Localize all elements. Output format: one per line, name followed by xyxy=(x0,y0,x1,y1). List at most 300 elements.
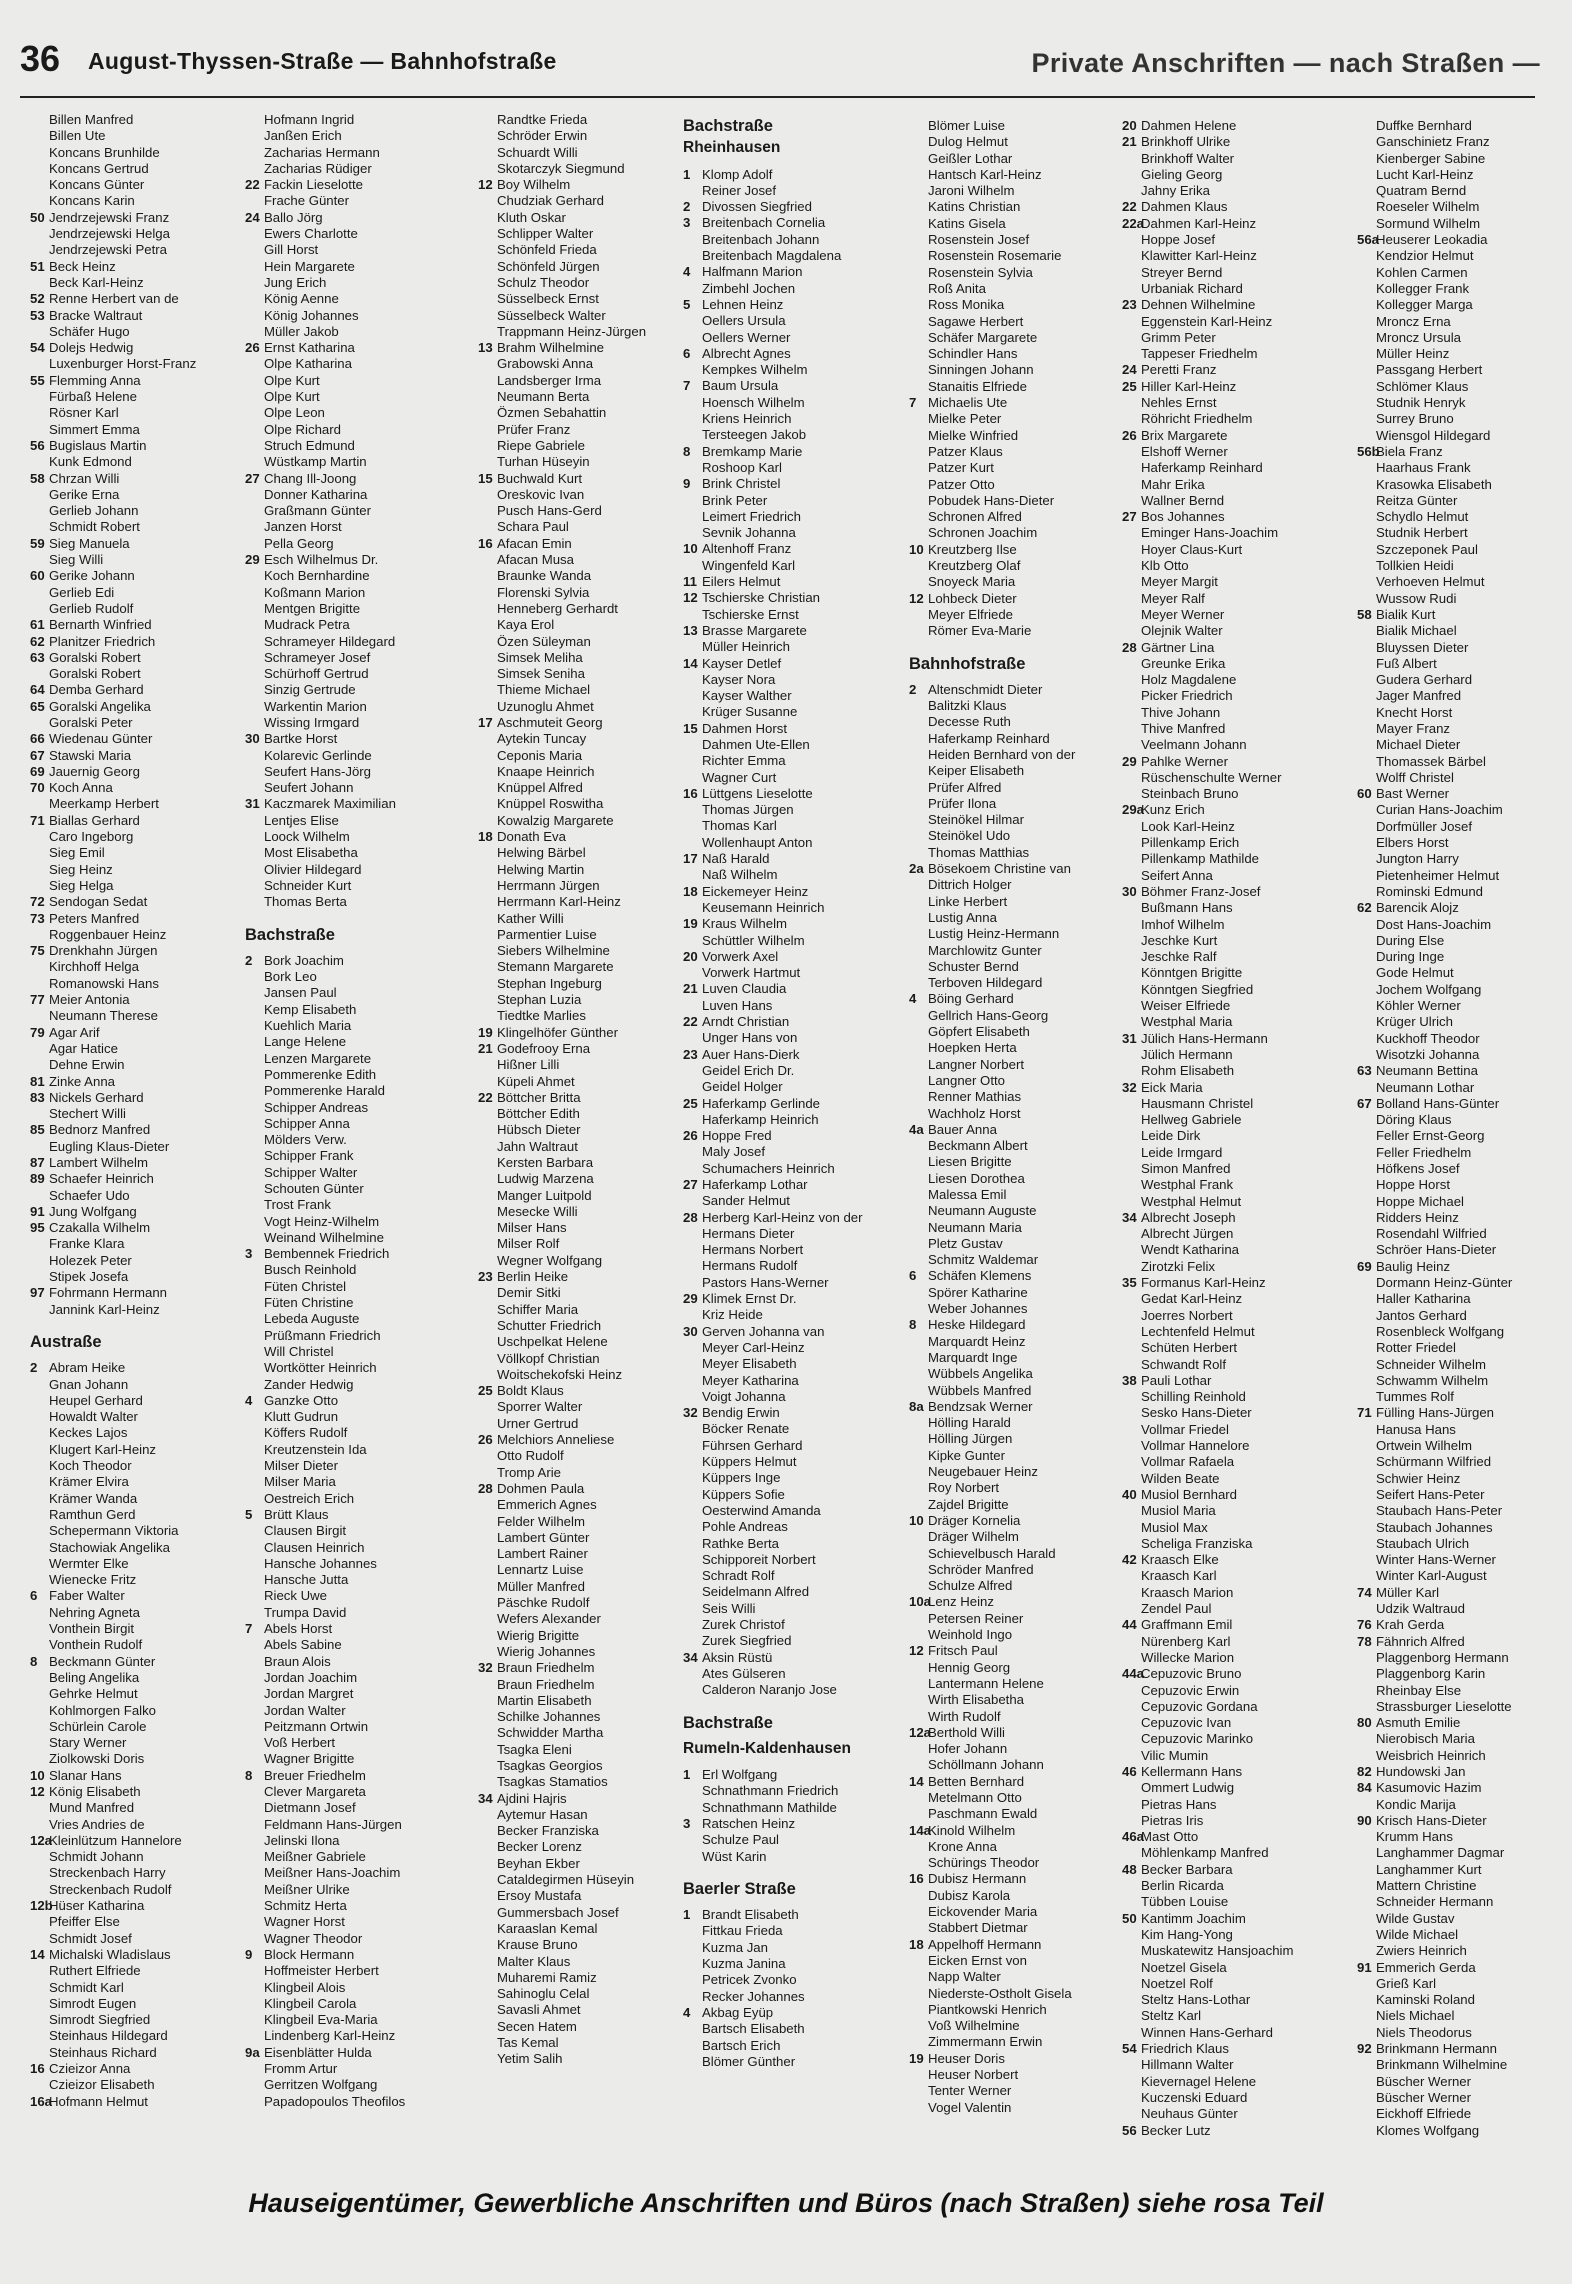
resident-name: Grimm Peter xyxy=(1141,329,1216,345)
house-number: 23 xyxy=(478,1269,493,1285)
resident-entry xyxy=(30,487,242,503)
resident-entry xyxy=(683,1470,895,1486)
resident-name: Michael Dieter xyxy=(1376,737,1461,753)
resident-entry xyxy=(30,1122,242,1138)
resident-entry xyxy=(245,985,457,1001)
resident-name: Döring Klaus xyxy=(1376,1112,1452,1128)
resident-name: Kempkes Wilhelm xyxy=(702,362,808,378)
resident-entry xyxy=(1122,1829,1334,1845)
resident-name: Picker Friedrich xyxy=(1141,688,1233,704)
resident-name: Abels Sabine xyxy=(264,1637,342,1653)
resident-name: Sander Helmut xyxy=(702,1193,790,1209)
resident-name: Hennig Georg xyxy=(928,1659,1011,1675)
house-number: 21 xyxy=(1122,134,1137,150)
resident-name: Koncans Karin xyxy=(49,193,135,209)
resident-name: Olpe Richard xyxy=(264,421,341,437)
resident-name: Meißner Ulrike xyxy=(264,1881,350,1897)
resident-name: Musiol Maria xyxy=(1141,1503,1216,1519)
resident-entry xyxy=(478,1937,690,1953)
house-number: 10 xyxy=(909,1512,924,1528)
house-number: 58 xyxy=(30,470,45,486)
resident-entry xyxy=(683,1519,895,1535)
resident-entry xyxy=(909,1317,1121,1333)
resident-entry xyxy=(909,975,1121,991)
resident-name: Reiner Josef xyxy=(702,182,777,198)
resident-entry xyxy=(30,992,242,1008)
resident-entry xyxy=(245,1996,457,2012)
resident-name: Steinbach Bruno xyxy=(1141,786,1239,802)
resident-entry xyxy=(30,177,242,193)
house-number: 22a xyxy=(1122,215,1145,231)
resident-entry xyxy=(1357,265,1569,281)
resident-name: Pella Georg xyxy=(264,535,334,551)
resident-entry xyxy=(909,1660,1121,1676)
resident-entry xyxy=(478,389,690,405)
resident-entry xyxy=(1122,1259,1334,1275)
resident-entry xyxy=(1357,167,1569,183)
resident-entry xyxy=(478,1905,690,1921)
resident-entry xyxy=(245,226,457,242)
resident-entry xyxy=(1122,705,1334,721)
resident-entry xyxy=(245,1344,457,1360)
resident-name: Pietras Iris xyxy=(1141,1812,1204,1828)
footer-note: Hauseigentümer, Gewerbliche Anschriften und Büros (nach Straßen) siehe rosa Teil xyxy=(248,2188,1324,2218)
resident-name: Rominski Edmund xyxy=(1376,883,1484,899)
resident-entry xyxy=(478,1546,690,1562)
resident-name: König Aenne xyxy=(264,291,339,307)
resident-name: Braun Friedhelm xyxy=(497,1660,595,1676)
resident-entry xyxy=(909,910,1121,926)
resident-entry xyxy=(1122,314,1334,330)
street-heading: Bachstraße xyxy=(245,925,335,944)
resident-name: Kersten Barbara xyxy=(497,1155,594,1170)
resident-entry xyxy=(30,1637,242,1653)
resident-entry xyxy=(478,1595,690,1611)
resident-name: Tersteegen Jakob xyxy=(702,427,807,443)
resident-name: Turhan Hüseyin xyxy=(497,454,590,470)
resident-name: Özmen Sebahattin xyxy=(497,405,607,421)
resident-entry xyxy=(478,1791,690,1807)
resident-entry xyxy=(30,1735,242,1751)
house-number: 4 xyxy=(683,2004,691,2020)
resident-entry xyxy=(1122,868,1334,884)
house-number: 54 xyxy=(30,340,45,356)
resident-name: Dräger Wilhelm xyxy=(928,1529,1019,1545)
resident-name: Breuer Friedhelm xyxy=(264,1767,366,1783)
resident-entry xyxy=(1122,607,1334,623)
resident-entry xyxy=(478,503,690,519)
resident-entry xyxy=(30,2028,242,2044)
resident-entry xyxy=(245,1768,457,1784)
resident-name: Metelmann Otto xyxy=(928,1789,1022,1805)
resident-entry xyxy=(1357,1699,1569,1715)
house-number: 18 xyxy=(909,1936,924,1952)
resident-entry xyxy=(245,1181,457,1197)
resident-name: Bußmann Hans xyxy=(1141,900,1233,916)
resident-entry xyxy=(683,346,895,362)
house-number: 8a xyxy=(909,1398,924,1414)
resident-name: Eminger Hans-Joachim xyxy=(1141,525,1279,541)
resident-entry xyxy=(245,1067,457,1083)
resident-name: Neumann Therese xyxy=(49,1008,158,1024)
resident-name: Büscher Werner xyxy=(1376,2089,1472,2105)
resident-entry xyxy=(478,927,690,943)
resident-entry xyxy=(683,1666,895,1682)
resident-name: Schipporeit Norbert xyxy=(702,1551,816,1567)
resident-entry xyxy=(245,1018,457,1034)
resident-entry xyxy=(1357,1259,1569,1275)
resident-entry xyxy=(683,1816,895,1832)
resident-entry xyxy=(478,1954,690,1970)
resident-name: Erl Wolfgang xyxy=(702,1767,778,1783)
resident-name: Wachholz Horst xyxy=(928,1105,1021,1121)
resident-name: Schouten Günter xyxy=(264,1181,364,1196)
resident-name: Füten Christel xyxy=(264,1278,347,1294)
resident-entry xyxy=(909,1220,1121,1236)
resident-entry xyxy=(30,519,242,535)
resident-name: Schäfer Margarete xyxy=(928,329,1038,345)
resident-entry xyxy=(245,2077,457,2093)
resident-entry xyxy=(683,1047,895,1063)
resident-entry xyxy=(30,1057,242,1073)
resident-name: Winter Karl-August xyxy=(1376,1568,1487,1584)
resident-entry xyxy=(478,1481,690,1497)
resident-entry xyxy=(683,1767,895,1783)
resident-entry xyxy=(478,226,690,242)
resident-entry xyxy=(1357,1845,1569,1861)
resident-entry xyxy=(909,1464,1121,1480)
resident-name: Hofmann Helmut xyxy=(49,2093,148,2109)
resident-entry xyxy=(30,1155,242,1171)
resident-name: Streyer Bernd xyxy=(1141,264,1223,280)
resident-entry xyxy=(1122,216,1334,232)
resident-entry xyxy=(1122,1797,1334,1813)
resident-entry xyxy=(1357,1194,1569,1210)
resident-name: Kayser Detlef xyxy=(702,655,782,671)
resident-name: Uschpelkat Helene xyxy=(497,1334,608,1350)
resident-name: Krämer Wanda xyxy=(49,1490,138,1506)
resident-entry xyxy=(683,1128,895,1144)
resident-name: Appelhoff Hermann xyxy=(928,1936,1042,1952)
resident-name: Nickels Gerhard xyxy=(49,1089,144,1105)
resident-name: Süsselbeck Walter xyxy=(497,307,606,323)
resident-name: Kuzma Jan xyxy=(702,1939,768,1955)
resident-entry xyxy=(245,1865,457,1881)
resident-name: Haferkamp Reinhard xyxy=(1141,460,1263,476)
resident-entry xyxy=(245,2045,457,2061)
house-number: 54 xyxy=(1122,2041,1137,2057)
resident-name: Zurek Siegfried xyxy=(702,1633,792,1649)
resident-entry xyxy=(478,2035,690,2051)
page-header xyxy=(20,38,1540,88)
resident-name: Randtke Frieda xyxy=(497,112,588,127)
resident-name: Heuser Norbert xyxy=(928,2067,1019,2083)
resident-entry xyxy=(1122,1405,1334,1421)
resident-entry xyxy=(1357,1862,1569,1878)
resident-name: Berlin Ricarda xyxy=(1141,1878,1224,1894)
resident-name: Cepuzovic Erwin xyxy=(1141,1682,1240,1698)
resident-entry xyxy=(909,297,1121,313)
resident-entry xyxy=(683,476,895,492)
resident-name: Stary Werner xyxy=(49,1735,127,1751)
resident-name: Wüstkamp Martin xyxy=(264,454,367,470)
resident-name: Kreutzenstein Ida xyxy=(264,1441,367,1457)
resident-name: Süsselbeck Ernst xyxy=(497,291,599,307)
resident-name: Winter Hans-Werner xyxy=(1376,1552,1496,1568)
resident-entry xyxy=(245,1458,457,1474)
resident-name: Bartke Horst xyxy=(264,731,338,747)
resident-entry xyxy=(478,1220,690,1236)
resident-name: Landsberger Irma xyxy=(497,372,602,388)
resident-name: Klimek Ernst Dr. xyxy=(702,1291,797,1307)
resident-entry xyxy=(1122,835,1334,851)
resident-entry xyxy=(1122,1112,1334,1128)
resident-entry xyxy=(245,1295,457,1311)
resident-name: Kollegger Marga xyxy=(1376,297,1473,313)
resident-entry xyxy=(683,199,895,215)
directory-column xyxy=(1122,118,1334,2139)
resident-name: Pillenkamp Erich xyxy=(1141,835,1240,851)
resident-name: Sendogan Sedat xyxy=(49,894,148,910)
resident-entry xyxy=(1357,1063,1569,1079)
resident-name: Staubach Ulrich xyxy=(1376,1535,1470,1551)
resident-name: Patzer Kurt xyxy=(928,460,994,476)
resident-name: Mölders Verw. xyxy=(264,1132,347,1148)
house-number: 31 xyxy=(245,796,260,812)
house-number: 24 xyxy=(245,209,260,225)
resident-name: Olpe Kurt xyxy=(264,372,320,388)
resident-entry xyxy=(909,1757,1121,1773)
resident-entry xyxy=(245,568,457,584)
resident-entry xyxy=(30,1269,242,1285)
resident-entry xyxy=(1357,2074,1569,2090)
resident-entry xyxy=(478,1872,690,1888)
resident-entry xyxy=(683,1030,895,1046)
resident-entry xyxy=(245,2012,457,2028)
resident-name: Vonthein Rudolf xyxy=(49,1637,143,1653)
resident-entry xyxy=(30,1768,242,1784)
resident-entry xyxy=(683,509,895,525)
resident-name: Wendt Katharina xyxy=(1141,1242,1239,1258)
resident-entry xyxy=(1357,1520,1569,1536)
resident-entry xyxy=(478,112,690,128)
resident-entry xyxy=(478,1122,690,1138)
resident-name: Sinzig Gertrude xyxy=(264,682,356,698)
resident-entry xyxy=(683,1258,895,1274)
resident-name: Schumachers Heinrich xyxy=(702,1160,835,1176)
resident-entry xyxy=(1357,802,1569,818)
resident-entry xyxy=(245,1165,457,1181)
resident-entry xyxy=(909,1692,1121,1708)
resident-name: Dittrich Holger xyxy=(928,877,1012,893)
resident-name: Heupel Gerhard xyxy=(49,1392,143,1408)
resident-entry xyxy=(683,444,895,460)
resident-name: Michalski Wladislaus xyxy=(49,1946,171,1962)
resident-entry xyxy=(30,650,242,666)
resident-name: Kaya Erol xyxy=(497,617,555,633)
resident-name: Dräger Kornelia xyxy=(928,1512,1021,1528)
resident-name: Steinhaus Hildegard xyxy=(49,2028,168,2044)
resident-name: Gellrich Hans-Georg xyxy=(928,1007,1049,1023)
resident-entry xyxy=(909,1024,1121,1040)
resident-name: Pastors Hans-Werner xyxy=(702,1274,829,1290)
resident-entry xyxy=(909,1986,1121,2002)
resident-name: Milser Hans xyxy=(497,1220,567,1236)
resident-entry xyxy=(30,145,242,161)
house-number: 30 xyxy=(683,1323,698,1339)
house-number: 78 xyxy=(1357,1633,1372,1649)
resident-entry xyxy=(245,1377,457,1393)
house-number: 22 xyxy=(1122,199,1137,215)
resident-name: Savasli Ahmet xyxy=(497,2002,581,2018)
resident-entry xyxy=(909,1904,1121,1920)
resident-name: Koncans Günter xyxy=(49,177,145,193)
resident-name: Niederste-Ostholt Gisela xyxy=(928,1985,1072,2001)
resident-name: Schwidder Martha xyxy=(497,1725,604,1741)
resident-entry xyxy=(30,340,242,356)
resident-name: Quatram Bernd xyxy=(1376,183,1467,199)
resident-entry xyxy=(1357,330,1569,346)
resident-name: Vollmar Hannelore xyxy=(1141,1438,1250,1454)
resident-name: Ernst Katharina xyxy=(264,340,355,356)
resident-name: Lange Helene xyxy=(264,1034,347,1050)
resident-name: Jager Manfred xyxy=(1376,688,1462,704)
resident-entry xyxy=(1357,411,1569,427)
house-number: 25 xyxy=(683,1095,698,1111)
resident-name: Röhricht Friedhelm xyxy=(1141,411,1253,427)
resident-name: Fürbaß Helene xyxy=(49,389,137,405)
resident-entry xyxy=(478,1432,690,1448)
resident-name: Schipper Frank xyxy=(264,1148,354,1164)
resident-entry xyxy=(909,1953,1121,1969)
resident-name: Auer Hans-Dierk xyxy=(702,1046,800,1062)
resident-name: Albrecht Joseph xyxy=(1141,1209,1236,1225)
resident-entry xyxy=(683,1063,895,1079)
resident-entry xyxy=(478,2002,690,2018)
resident-name: Jungton Harry xyxy=(1376,851,1459,867)
resident-entry xyxy=(245,1735,457,1751)
resident-entry xyxy=(909,1546,1121,1562)
resident-name: Kohlen Carmen xyxy=(1376,264,1468,280)
resident-name: Kowalzig Margarete xyxy=(497,812,614,828)
resident-entry xyxy=(478,959,690,975)
resident-entry xyxy=(478,1155,690,1171)
house-number: 6 xyxy=(683,345,691,361)
resident-name: Pobudek Hans-Dieter xyxy=(928,492,1055,508)
resident-entry xyxy=(30,1621,242,1637)
resident-name: Zirotzki Felix xyxy=(1141,1258,1215,1274)
resident-entry xyxy=(1357,477,1569,493)
resident-name: Altenschmidt Dieter xyxy=(928,681,1043,697)
resident-entry xyxy=(245,1474,457,1490)
resident-entry xyxy=(1357,721,1569,737)
resident-name: Schönfeld Frieda xyxy=(497,242,597,258)
resident-entry xyxy=(683,1079,895,1095)
resident-name: Marquardt Inge xyxy=(928,1349,1018,1365)
resident-entry xyxy=(30,226,242,242)
resident-name: Cepuzovic Gordana xyxy=(1141,1698,1258,1714)
resident-entry xyxy=(909,1627,1121,1643)
resident-name: Roß Anita xyxy=(928,280,986,296)
resident-entry xyxy=(1122,656,1334,672)
resident-name: Jendrzejewski Petra xyxy=(49,242,168,258)
resident-entry xyxy=(1122,1960,1334,1976)
district-heading: Rheinhausen xyxy=(683,139,781,157)
resident-name: Jochem Wolfgang xyxy=(1376,981,1482,997)
house-number: 17 xyxy=(683,851,698,867)
house-number: 6 xyxy=(909,1268,917,1284)
resident-entry xyxy=(683,981,895,997)
resident-entry xyxy=(683,330,895,346)
resident-name: Schwamm Wilhelm xyxy=(1376,1372,1489,1388)
resident-entry xyxy=(909,1008,1121,1024)
resident-name: Hantsch Karl-Heinz xyxy=(928,166,1042,182)
house-number: 71 xyxy=(30,812,45,828)
resident-name: Haferkamp Gerlinde xyxy=(702,1095,821,1111)
resident-entry xyxy=(245,161,457,177)
resident-entry xyxy=(1357,1324,1569,1340)
resident-name: Schrameyer Hildegard xyxy=(264,633,396,649)
resident-entry xyxy=(245,1849,457,1865)
resident-entry xyxy=(478,161,690,177)
resident-name: Schaefer Udo xyxy=(49,1187,130,1203)
resident-entry xyxy=(909,428,1121,444)
resident-entry xyxy=(245,1833,457,1849)
resident-entry xyxy=(1357,737,1569,753)
resident-entry xyxy=(683,867,895,883)
resident-name: Lenz Heinz xyxy=(928,1594,994,1610)
resident-name: Ziolkowski Doris xyxy=(49,1751,145,1767)
resident-name: Hellweg Gabriele xyxy=(1141,1112,1242,1128)
resident-name: Hausmann Christel xyxy=(1141,1095,1254,1111)
resident-entry xyxy=(478,992,690,1008)
resident-entry xyxy=(1122,1813,1334,1829)
resident-name: Rosenstein Josef xyxy=(928,232,1030,248)
resident-entry xyxy=(1122,1634,1334,1650)
resident-name: Pommerenke Edith xyxy=(264,1066,377,1082)
resident-entry xyxy=(478,1514,690,1530)
resident-entry xyxy=(1357,297,1569,313)
resident-entry xyxy=(245,112,457,128)
resident-name: Tollkien Heidi xyxy=(1376,558,1454,574)
resident-entry xyxy=(30,1703,242,1719)
resident-name: Thomas Berta xyxy=(264,894,347,910)
resident-name: Wienecke Fritz xyxy=(49,1572,137,1588)
resident-name: Müller Manfred xyxy=(497,1578,585,1594)
resident-entry xyxy=(245,796,457,812)
resident-entry xyxy=(478,291,690,307)
house-number: 12 xyxy=(683,590,698,606)
house-number: 56 xyxy=(30,437,45,453)
resident-name: Dolejs Hedwig xyxy=(49,340,134,356)
resident-entry xyxy=(245,1947,457,1963)
resident-entry xyxy=(1357,134,1569,150)
house-number: 80 xyxy=(1357,1715,1372,1731)
resident-entry xyxy=(1122,1242,1334,1258)
resident-entry xyxy=(30,193,242,209)
resident-entry xyxy=(1122,998,1334,1014)
resident-name: Friedrich Klaus xyxy=(1141,2041,1229,2057)
resident-entry xyxy=(1357,998,1569,1014)
resident-name: Meyer Margit xyxy=(1141,574,1218,590)
resident-name: Lentjes Elise xyxy=(264,812,339,828)
resident-entry xyxy=(909,1040,1121,1056)
resident-entry xyxy=(1357,248,1569,264)
house-number: 28 xyxy=(478,1480,493,1496)
resident-name: Lindenberg Karl-Heinz xyxy=(264,2028,396,2044)
resident-entry xyxy=(245,1523,457,1539)
resident-entry xyxy=(1357,1080,1569,1096)
